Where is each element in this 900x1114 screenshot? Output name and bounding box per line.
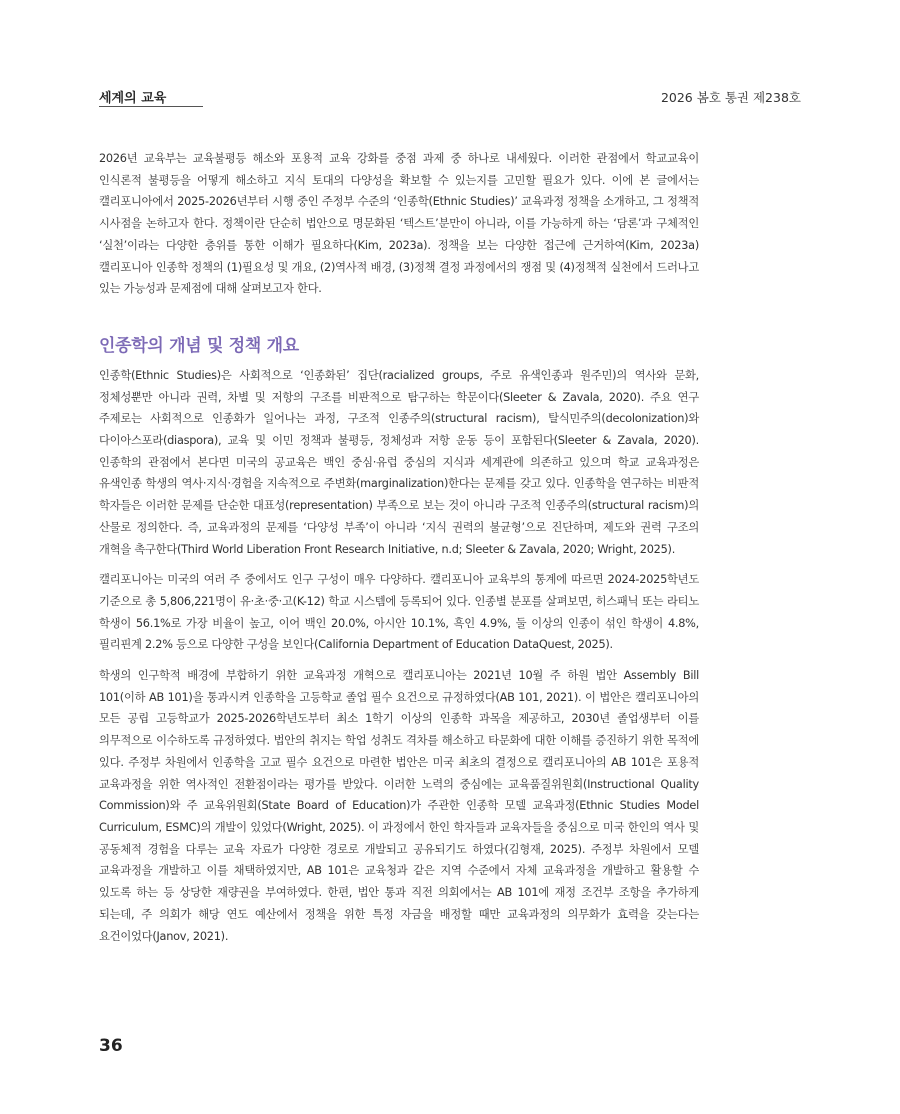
- page-number: 36: [99, 1036, 123, 1056]
- issue-label: 2026 봄호 통권 제238호: [660, 90, 801, 105]
- body-paragraph-2: 캘리포니아는 미국의 여러 주 중에서도 인구 구성이 매우 다양하다. 캘리포니아 교육부의 통계에 따르면 2024-2025학년도 기준으로 총 5,806,221명이 유·초·중·고(K-12) 학교 시스템에 등록되어 있다. 인종별 분포를 살펴보면, 히스패닉 또는 라티노 학생이 56.1%로 가장 비율이 높고, 이어 백인 20.0%, 아시안 10.1%, 흑인 4.9%, 둘 이상의 인종이 섞인 학생이 4.8%, 필리핀계 2.2% 등으로 다양한 구성을 보인다(California Department of Education DataQuest, 2025).: [99, 573, 699, 652]
- body-paragraph-3: 학생의 인구학적 배경에 부합하기 위한 교육과정 개혁으로 캘리포니아는 2021년 10월 주 하원 법안 Assembly Bill 101(이하 AB 101)을 통과시켜 인종학을 고등학교 졸업 필수 요건으로 규정하였다(AB 101, 2021). 이 법안은 캘리포니아의 모든 공립 고등학교가 2025-2026학년도부터 최소 1학기 이상의 인종학 과목을 제공하고, 2030년 졸업생부터 이를 의무적으로 이수하도록 규정하였다. 법안의 취지는 학업 성취도 격차를 해소하고 타문화에 대한 이해를 증진하기 위한 목적에 있다. 주정부 차원에서 인종학을 고교 필수 요건으로 마련한 법안은 미국 최초의 결정으로 캘리포니아의 AB 101은 포용적 교육과정을 위한 역사적인 전환점이라는 평가를 받았다. 이러한 노력의 중심에는 교육품질위원회(Instructional Quality Commission)와 주 교육위원회(State Board of Education)가 주관한 인종학 모델 교육과정(Ethnic Studies Model Curriculum, ESMC)의 개발이 있었다(Wright, 2025). 이 과정에서 한인 학자들과 교육자들을 중심으로 미국 한인의 역사 및 공동체적 경험을 다루는 교육 자료가 다양한 경로로 개발되고 공유되기도 하였다(김형재, 2025). 주정부 차원에서 모델 교육과정을 개발하고 이를 채택하였지만, AB 101은 교육청과 같은 지역 수준에서 자체 교육과정을 개발하고 활용할 수 있도록 하는 등 상당한 재량권을 부여하였다. 한편, 법안 통과 직전 의회에서는 AB 101에 재정 조건부 조항을 추가하게 되는데, 주 의회가 해당 연도 예산에서 정책을 위한 특정 자금을 배정할 때만 교육과정의 의무화가 효력을 갖는다는 요건이었다(Janov, 2021).: [99, 669, 699, 943]
- article-body: [99, 148, 699, 947]
- section-heading: 인종학의 개념 및 정책 개요: [99, 335, 299, 356]
- body-paragraph-1: 인종학(Ethnic Studies)은 사회적으로 ‘인종화된’ 집단(racialized groups, 주로 유색인종과 원주민)의 역사와 문화, 정체성뿐만 아니라 권력, 차별 및 저항의 구조를 비판적으로 탐구하는 학문이다(Sleeter & Zavala, 2020). 주요 연구 주제로는 사회적으로 인종화가 일어나는 과정, 구조적 인종주의(structural racism), 탈식민주의(decolonization)와 다이아스포라(diaspora), 교육 및 이민 정책과 불평등, 정체성과 저항 운동 등이 포함된다(Sleeter & Zavala, 2020). 인종학의 관점에서 본다면 미국의 공교육은 백인 중심·유럽 중심의 지식과 세계관에 의존하고 있으며 학교 교육과정은 유색인종 학생의 역사·지식·경험을 지속적으로 주변화(marginalization)한다는 문제를 갖고 있다. 인종학을 연구하는 비판적 학자들은 이러한 문제를 단순한 대표성(representation) 부족으로 보는 것이 아니라 구조적 인종주의(structural racism)의 산물로 정의한다. 즉, 교육과정의 문제를 ‘다양성 부족’이 아니라 ‘지식 권력의 불균형’으로 진단하며, 제도와 권력 구조의 개혁을 촉구한다(Third World Liberation Front Research Initiative, n.d; Sleeter & Zavala, 2020; Wright, 2025).: [99, 368, 699, 556]
- header-underline: [99, 106, 203, 107]
- intro-paragraph: 2026년 교육부는 교육불평등 해소와 포용적 교육 강화를 중점 과제 중 하나로 내세웠다. 이러한 관점에서 학교교육이 인식론적 불평등을 어떻게 해소하고 지식 토대의 다양성을 확보할 수 있는지를 고민할 필요가 있다. 이에 본 글에서는 캘리포니아에서 2025-2026년부터 시행 중인 주정부 수준의 ‘인종학(Ethnic Studies)’ 교육과정 정책을 소개하고, 그 정책적 시사점을 논하고자 한다. 정책이란 단순히 법안으로 명문화된 ‘텍스트’분만이 아니라, 이를 가능하게 하는 ‘담론’과 구체적인 ‘실천’이라는 다양한 층위를 통한 이해가 필요하다(Kim, 2023a). 정책을 보는 다양한 접근에 근거하여(Kim, 2023a) 캘리포니아 인종학 정책의 (1)필요성 및 개요, (2)역사적 배경, (3)정책 결정 과정에서의 쟁점 및 (4)정책적 실천에서 드러나고 있는 가능성과 문제점에 대해 살펴보고자 한다.: [99, 152, 699, 296]
- section-label: 세계의 교육: [99, 91, 167, 106]
